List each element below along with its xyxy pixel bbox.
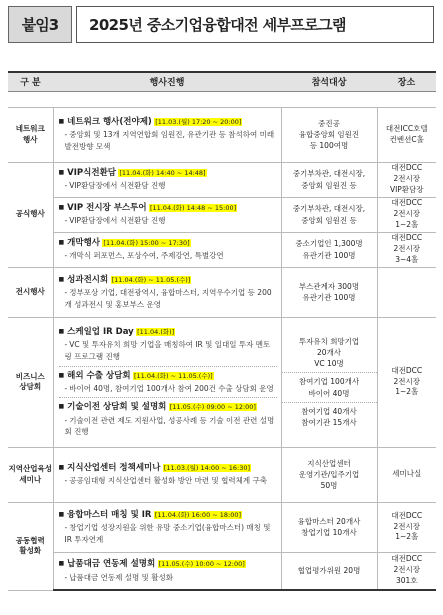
- event-item: ■ 성과전시회 [11.04.(화) ~ 11.05.(수)] - 정부포상 기업, 대전광역시, 융합마스터, 지역우수기업 등 200개 성과전시 및 홍보부스 운영: [58, 274, 272, 309]
- location-cell: 대전DCC 2전시장 1~2홀: [377, 197, 436, 232]
- page-header: [8, 6, 436, 43]
- event-desc: VIP환담장에서 식전환담 진행: [69, 181, 166, 191]
- participants-cell: 중기부차관, 대전시장, 중앙회 임원진 등: [281, 197, 377, 232]
- event-item: ■ 기술이전 상담회 및 설명회 [11.05.(수) 09:00 ~ 12:00] - 기술이전 관련 제도 지원사업, 성공사례 등 기술 이전 관련 설명회 진행: [58, 402, 275, 437]
- event-time: [11.04.(화) 14:48 ~ 15:00]: [149, 204, 237, 213]
- event-cell: [53, 552, 281, 590]
- event-time: [11.04.(화) ~ 11.05.(수)]: [111, 275, 191, 284]
- participants-cell: 융합마스터 20개사 창업기업 10개사: [281, 502, 377, 552]
- category-label: 공동협력 활성화: [15, 535, 45, 555]
- event-cell: [53, 267, 281, 317]
- event-item: ■ 개막행사 [11.04.(화) 15:00 ~ 17:30] - 개막식 퍼포먼스, 포상수여, 주제강연, 특별강연: [58, 238, 224, 261]
- event-cell: [53, 447, 281, 502]
- event-time: [11.05.(수) 10:00 ~ 12:00]: [158, 560, 245, 569]
- divider: [282, 402, 377, 403]
- event-title: 스케일업 IR Day: [67, 327, 134, 338]
- header-category: 구 분: [8, 72, 53, 91]
- participants-cell: 지식산업센터 운영기관/입주기업 50명: [281, 447, 377, 502]
- participants-cell: 부스관계자 300명 유관기관 100명: [281, 267, 377, 317]
- event-title: VIP 전시장 부스투어: [67, 203, 147, 214]
- table-row: [8, 197, 436, 232]
- event-desc: 개막식 퍼포먼스, 포상수여, 주제강연, 특별강연: [69, 251, 224, 261]
- category-cell: [8, 107, 53, 162]
- participants-value: 참여기업 40개사 참여기관 15개사: [301, 406, 357, 428]
- event-title: 지식산업센터 정책세미나: [67, 463, 161, 474]
- event-item: ■ 지식산업센터 정책세미나 [11.03.(월) 14:00 ~ 16:30] - 공공임대형 지식산업센터 활성화 방안 마련 및 협력체계 구축: [58, 463, 268, 486]
- category-label: 공식행사: [15, 209, 45, 219]
- category-cell: [8, 267, 53, 317]
- square-bullet-icon: ■: [58, 118, 65, 126]
- event-title: 납품대금 연동제 설명회: [67, 559, 156, 570]
- event-time: [11.04.(화)]: [137, 328, 175, 337]
- table-row: [8, 502, 436, 552]
- square-bullet-icon: ■: [58, 169, 65, 177]
- event-item: ■ 스케일업 IR Day [11.04.(화)] - VC 및 투자유치 희망 기업을 매칭하여 IR 및 일대일 투자 멘토링 프로그램 진행: [58, 327, 271, 361]
- event-item: ■ VIP식전환담 [11.04.(화) 14:40 ~ 14:48] - VIP환담장에서 식전환담 진행: [58, 168, 206, 191]
- square-bullet-icon: ■: [58, 464, 65, 472]
- spacer-row: [8, 91, 436, 107]
- divider: [282, 372, 377, 373]
- table-row: [8, 162, 436, 197]
- event-time: [11.03.(월) 14:00 ~ 16:30]: [163, 464, 251, 473]
- event-desc: 공공임대형 지식산업센터 활성화 방안 마련 및 협력체계 구축: [69, 476, 268, 486]
- location-cell: 대전DCC 2전시장 VIP환담장: [377, 162, 436, 197]
- participants-value: 참여기업 100개사 바이어 40명: [298, 377, 360, 398]
- square-bullet-icon: ■: [58, 403, 65, 411]
- event-title: 성과전시회: [67, 274, 109, 285]
- category-label: 전시행사: [15, 286, 45, 296]
- location-cell: 세미나실: [377, 447, 436, 502]
- event-cell: [53, 502, 281, 552]
- header-participants: 참석대상: [281, 72, 377, 91]
- attachment-badge: 붙임3: [8, 6, 72, 43]
- square-bullet-icon: ■: [58, 275, 65, 283]
- event-desc: VC 및 투자유치 희망 기업을 매칭하여 IR 및 일대일 투자 멘토링 프로그램 진행: [64, 340, 271, 361]
- table-row: [8, 552, 436, 590]
- participants-cell: 중진공 융합중앙회 임원진 등 100여명: [281, 107, 377, 162]
- divider: [59, 397, 277, 398]
- category-cell: [8, 502, 53, 590]
- location-cell: 대전ICC호텔 컨벤션C홀: [377, 107, 436, 162]
- event-desc: 바이어 40명, 참여기업 100개사 참여 200건 수출 상담회 운영: [69, 383, 274, 393]
- table-row: [8, 267, 436, 317]
- event-desc: 기술이전 관련 제도 지원사업, 성공사례 등 기술 이전 관련 설명회 진행: [64, 415, 275, 437]
- event-time: [11.04.(화) 15:00 ~ 17:30]: [103, 239, 190, 248]
- participants-cell: 협업평가위원 20명: [281, 552, 377, 590]
- event-time: [11.04.(화) ~ 11.05.(수)]: [133, 371, 213, 380]
- table-row: [8, 107, 436, 162]
- event-item: ■ 융합마스터 매칭 및 IR [11.04.(화) 16:00 ~ 18:00] - 창업기업 성장지원을 위한 유망 중소기업(융합마스터) 매칭 및 IR 투자연계: [58, 509, 271, 544]
- event-time: [11.05.(수) 09:00 ~ 12:00]: [169, 403, 256, 412]
- event-cell: [53, 232, 281, 267]
- event-cell: [53, 197, 281, 232]
- square-bullet-icon: ■: [58, 204, 65, 212]
- square-bullet-icon: ■: [58, 510, 65, 518]
- category-cell: [8, 162, 53, 267]
- event-title: 개막행사: [67, 238, 101, 249]
- event-title: 융합마스터 매칭 및 IR: [67, 509, 152, 520]
- event-desc: 창업기업 성장지원을 위한 유망 중소기업(융합마스터) 매칭 및 IR 투자연계: [64, 522, 271, 544]
- location-cell: 대전DCC 2전시장 1~2홀: [377, 317, 436, 447]
- category-label: 지역산업육성 세미나: [8, 464, 52, 484]
- participants-cell: 중소기업인 1,300명 유관기관 100명: [281, 232, 377, 267]
- category-label: 비즈니스 상담회: [15, 371, 45, 391]
- square-bullet-icon: ■: [58, 371, 65, 379]
- location-cell: 대전DCC 2전시장 3~4홀: [377, 232, 436, 267]
- event-time: [11.04.(화) 14:40 ~ 14:48]: [119, 169, 206, 178]
- location-cell: [377, 267, 436, 317]
- program-table: [8, 71, 436, 591]
- event-desc: 정부포상 기업, 대전광역시, 융합마스터, 지역우수기업 등 200개 성과전시 및 홍보부스 운영: [64, 287, 272, 309]
- participants-cell: [281, 317, 377, 447]
- page-title: 2025년 중소기업융합대전 세부프로그램: [76, 6, 434, 43]
- table-header-row: [8, 72, 436, 91]
- event-desc: 중앙회 및 13개 지역연합회 임원진, 유관기관 등 참석하여 미래 발전방향 모색: [64, 130, 275, 152]
- event-title: VIP식전환담: [67, 168, 116, 179]
- table-row: [8, 447, 436, 502]
- event-cell: [53, 107, 281, 162]
- event-title: 기술이전 상담회 및 설명회: [67, 402, 167, 413]
- participants-value: 투자유치 희망기업 20개사 VC 10명: [298, 336, 360, 369]
- table-row: [8, 317, 436, 447]
- event-item: ■ 네트워크 행사(전야제) [11.03.(월) 17:20 ~ 20:00] - 중앙회 및 13개 지역연합회 임원진, 유관기관 등 참석하여 미래 발전방향 모색: [58, 117, 275, 152]
- location-cell: 대전DCC 2전시장 1~2홀: [377, 502, 436, 552]
- event-cell: [53, 162, 281, 197]
- table-row: [8, 232, 436, 267]
- event-title: 네트워크 행사(전야제): [67, 117, 152, 128]
- header-location: 장소: [377, 72, 436, 91]
- event-desc: 납품대금 연동제 설명 및 활성화: [69, 572, 173, 582]
- header-content: 행사진행: [53, 72, 281, 91]
- event-title: 해외 수출 상담회: [67, 370, 131, 381]
- square-bullet-icon: ■: [58, 560, 65, 568]
- event-time: [11.03.(월) 17:20 ~ 20:00]: [155, 118, 242, 127]
- event-item: ■ 해외 수출 상담회 [11.04.(화) ~ 11.05.(수)] - 바이어 40명, 참여기업 100개사 참여 200건 수출 상담회 운영: [58, 370, 274, 393]
- event-cell: [53, 317, 281, 447]
- square-bullet-icon: ■: [58, 328, 65, 336]
- category-label: 네트워크 행사: [15, 124, 45, 144]
- participants-cell: 중기부차관, 대전시장, 중앙회 임원진 등: [281, 162, 377, 197]
- divider: [59, 366, 277, 367]
- square-bullet-icon: ■: [58, 239, 65, 247]
- location-cell: 대전DCC 2전시장 301호: [377, 552, 436, 590]
- category-cell: [8, 317, 53, 447]
- event-time: [11.04.(화) 16:00 ~ 18:00]: [154, 510, 242, 519]
- event-desc: VIP환담장에서 식전환담 진행: [69, 216, 166, 226]
- event-item: ■ VIP 전시장 부스투어 [11.04.(화) 14:48 ~ 15:00] - VIP환담장에서 식전환담 진행: [58, 203, 237, 226]
- category-cell: [8, 447, 53, 502]
- event-item: ■ 납품대금 연동제 설명회 [11.05.(수) 10:00 ~ 12:00] - 납품대금 연동제 설명 및 활성화: [58, 559, 245, 582]
